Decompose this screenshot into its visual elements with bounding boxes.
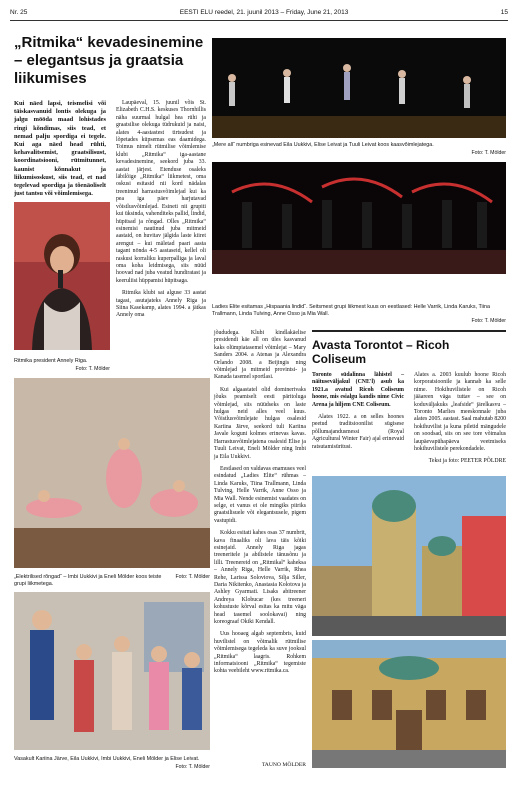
photo-mere-all (212, 38, 506, 138)
page-number-right: 15 (500, 9, 508, 16)
page-header (10, 8, 508, 21)
credit-president: Foto: T. Mölder (75, 366, 110, 372)
photo-coliseum-facade (312, 640, 506, 768)
page-number-left: Nr. 25 (10, 9, 28, 16)
article-paragraph: Ritmika klubi sai alguse 33 aastat tagasi, asutajateks Annely Riga ja Siina Kasekamp, alates 1994. a jätkas Annely oma (116, 290, 206, 319)
article-paragraph: Uus hooaeg algab septembris, kuid huvilistel on võimalik rütmilise võimlemisega tegeleda ka suve jooksul „Ritmika“ laagris. Rohkem informatsiooni „Ritmika“ tegemiste kohta veebileht www.ritmika.ca. (214, 631, 306, 675)
masthead: EESTI ELU reedel, 21. juunil 2013 – Friday, June 21, 2013 (179, 9, 349, 16)
credit-elektrilised-rongad: Foto: T. Mölder (175, 574, 210, 580)
caption-president: Ritmika president Annely Riga. (14, 358, 88, 364)
box-column-2 (414, 372, 506, 471)
credit-mere-all: Foto: T. Mölder (471, 150, 506, 156)
box-title: Avasta Torontot – Ricoh Coliseum (312, 338, 450, 366)
box-paragraph: Alates a. 2003 kuulub hoone Ricoh korporatsioonile ja kannab ka selle nime. Hokihuvilistele on Ricoh jääareen väga tuttav – see on koduväljakuks „leafside“ järelkasvu – Toronto Marlies meeskonnale juba alates 2005. aastast. Saal mahutab 8200 hokihuvilist ja kuna piletid mängudele on soodsad, siis on see tore võimalus laupäevapühapäeva veetmiseks hokihuvilistele perekondadele. (414, 372, 506, 453)
article-title: „Ritmika“ kevadesinemine – elegantsus ja graatsia liikumises (14, 34, 204, 87)
caption-mere-all: „Mere all“ numbriga esinevad Eila Uukkivi, Elise Leivat ja Tuuli Leivat koos kaasvõimlejatega. (212, 142, 434, 148)
photo-president (14, 202, 110, 350)
article-paragraph: Kokku esitati kahes osas 37 numbrit, kava finaaliks oli lava täis kõiki esinejaid. Annely Riga jagas treeneritele ja abilistele tänusõnu ja lilli. Treenereid on „Ritmikal“ kaheksa – Annely Riga, Helle Varrik, Rhea Rehe, Larissa Soloviova, Silja Siller, Daria Nikitenko, Anastasia Kolotova ja Ashley Gyarmati. Lisaks abitreener Andreya Klobucar (kes treeneri kohustuste kõrval esitas ka mitu väga head tasemel soolokavai) ning koreograaf Okiki Kendall. (214, 530, 306, 626)
sidebar-box-ricoh (312, 330, 506, 471)
caption-elektrilised-rongad: „Elektrilised rõngad“ – Imbi Uukkivi ja Eneli Mölder koos teiste grupi liikmetega. (14, 574, 162, 587)
caption-group-girls: Vasakult Kariina Järve, Eila Uukkivi, Imbi Uukkivi, Eneli Mölder ja Elise Leivat. (14, 756, 200, 762)
article-paragraph: Kui algaastatel olid dominerivaks jõuks peamiselt eesti päritoluga võimlejad, siis nüüdseks on laste hulgas neid alles veel kuus. Võistlusvõimlejate hulgas osalesid Kariina Järve, seekord tuli Kariina Javale koguni kolmes erinevas kavas. Harrastusvõimlejatena osalesid Elise ja Tuuli Leivat, Eneli Mölder ning Imbi ja Eila Uukkivi. (214, 386, 306, 460)
box-column-1 (312, 372, 404, 456)
box-lead: Toronto südalinna lähistel – näituseväljakul (CNE'l) asub ka 1921.a avatud Ricoh Coliseum hoone, mis esialgu kandis nime Civic Arena ja hiljem CNE Coliseum. (312, 372, 404, 408)
photo-coliseum-tower (312, 476, 506, 636)
box-credit: Tekst ja foto: PEETER PÕLDRE (428, 458, 506, 465)
article-column-3 (214, 330, 306, 681)
article-paragraph: Laupäeval, 15. juunil võis St. Elizabeth C.H.S. keskuses Thornhillis näha suurmal hulgal hea rühi ja graatsilise olekuga tüdrukuid ja naisi, alates 4-aastastest tirtsudest ja lõpetades küpsemas eas daamidega. Toimus nimelt rütmilise võimlemise klubi „Ritmika“ iga-aastane kevadesinemine, seekord juba 33. aastat järjest. Etenduse osaleks läbilõige „Ritmika“ liikmetest, oma oskusi esitasid nii kord nädalas treeninud harrastusvõimlejad kui ka pea iga päev harjutavad võistlusvõimlejad. Esineti nii grupiti kui üksinda, vahenditeks pallid, lindid, hüpitsad ja rõngad. Olles „Ritmika“ esinemisi nautinud juba mitmeid aastaid, on huvitav jälgida laste kiiret arengut – kui mäletad paari aasta tagant nönda 4-5 aastaseid, kellel oli raskusi korraliku kuperpalliga ja laval oma koha leidmisega, siis nüüd hoovad nad juba veatud hundiratast ja keeruliisi hüppamisi hüpitsaga. (116, 100, 207, 284)
article-author: TAUNO MÖLDER (261, 762, 306, 768)
photo-group-girls (14, 592, 210, 750)
credit-ladies-elite: Foto: T. Mölder (471, 318, 506, 324)
photo-ladies-elite (212, 162, 506, 274)
article-paragraph: Eestlased on valdavas enamuses veel esindatud „Ladies Elite“ rühmas – Linda Karuks, Tiina Trallmann, Linda Tulving, Helle Varrik, Anne Osso ja Mia Wall. Nende esinemist vaadates on selge, et vanus ei ole mingiks piiriks graatsilisuele või elegantsusele, pigem vastupidi. (214, 465, 306, 524)
box-paragraph: Alates 1922. a on selles hoones peetud traditsioonilist sügisese põllumajandusmessi (Royal Agricultural Winter Fair) ajal erinevaid ratsutamisüritusi. (312, 414, 404, 450)
article-column-2 (116, 100, 206, 325)
caption-ladies-elite: Ladies Elite esitamas „Hispaania lindid“. Seitsmest grupi liikmest kuus on eestlased: Helle Varrik, Linda Karuks, Tiina Trallmann, Linda Tulving, Anne Osso ja Mia Wall. (212, 304, 490, 317)
article-lead: Kui näed lapsi, teismelisi või täiskasvanuid lontis olekuga ja jalgu mööda maad lohistades ringi kõndimas, siis tead, et nemad palju spordiga ei tegele. Kui aga näed head rühti, kehavalitsemist, graatsilisust, koordinatsiooni, rütmitunnet, kaunist kõnnakut ja liikumisoskust, siis tead, et nad tegelevad spordiga ja tõenäoliselt just tantsu või võimlemisega. (14, 100, 106, 198)
credit-group-girls: Foto: T. Mölder (175, 764, 210, 770)
article-paragraph: jõududega. Klubi kindlakäelise presidendi käe all on üles kasvanud kaks olümpiatasemel võimlejat – Mary Sanders 2004. a Atenas ja Alexandra Orlando 2008. a Beijingis ning võimlejad ja mitmeid provintsi- ja Kanada tasemel sportlasi. (214, 330, 306, 381)
photo-elektrilised-rongad (14, 378, 210, 568)
